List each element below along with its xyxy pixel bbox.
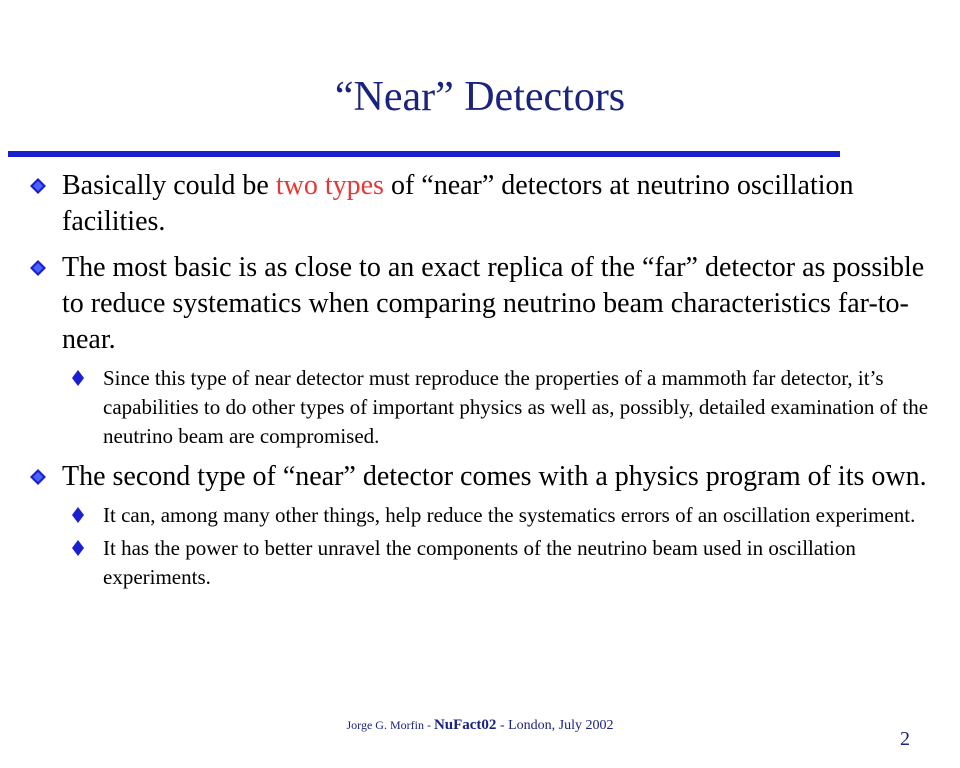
bullet-text: The most basic is as close to an exact replica of the “far” detector as possible to reduce systematics when comparing neutrino beam characteristics far-to-near. [62,252,925,355]
bullet-item [30,250,940,358]
diamond-bullet-icon [72,540,84,556]
bullet-item [30,168,940,240]
slide-footer [0,716,960,735]
sub-bullet-item [30,501,940,530]
diamond-bullet-icon [72,370,84,386]
sub-bullet-text: Since this type of near detector must reproduce the properties of a mammoth far detector, it’s capabilities to do other types of important physics as well as, possibly, detailed examination of the neutrino beam are compromised. [103,366,929,448]
page-number: 2 [900,728,910,750]
slide-body [30,168,940,600]
bullet-text-before: Basically could be [62,170,276,201]
sub-bullet-text: It can, among many other things, help reduce the systematics errors of an oscillation experiment. [103,503,916,527]
title-divider [8,151,840,157]
bullet-text-after: of “near” detectors at neutrino oscillation facilities. [62,170,854,237]
sub-bullet-item [30,534,940,592]
sub-bullet-item [30,364,940,451]
footer-location-date: - London, July 2002 [496,718,614,733]
diamond-square-bullet-icon [30,469,46,485]
bullet-text: The second type of “near” detector comes with a physics program of its own. [62,461,927,492]
diamond-bullet-icon [72,507,84,523]
bullet-accent-text: two types [275,170,384,201]
diamond-square-bullet-icon [30,260,46,276]
sub-bullet-text: It has the power to better unravel the components of the neutrino beam used in oscillation experiments. [103,536,856,589]
slide-title: “Near” Detectors [334,74,626,120]
bullet-item [30,459,940,495]
footer-author: Jorge G. Morfin - [346,718,434,732]
diamond-square-bullet-icon [30,178,46,194]
footer-event: NuFact02 [433,717,497,733]
